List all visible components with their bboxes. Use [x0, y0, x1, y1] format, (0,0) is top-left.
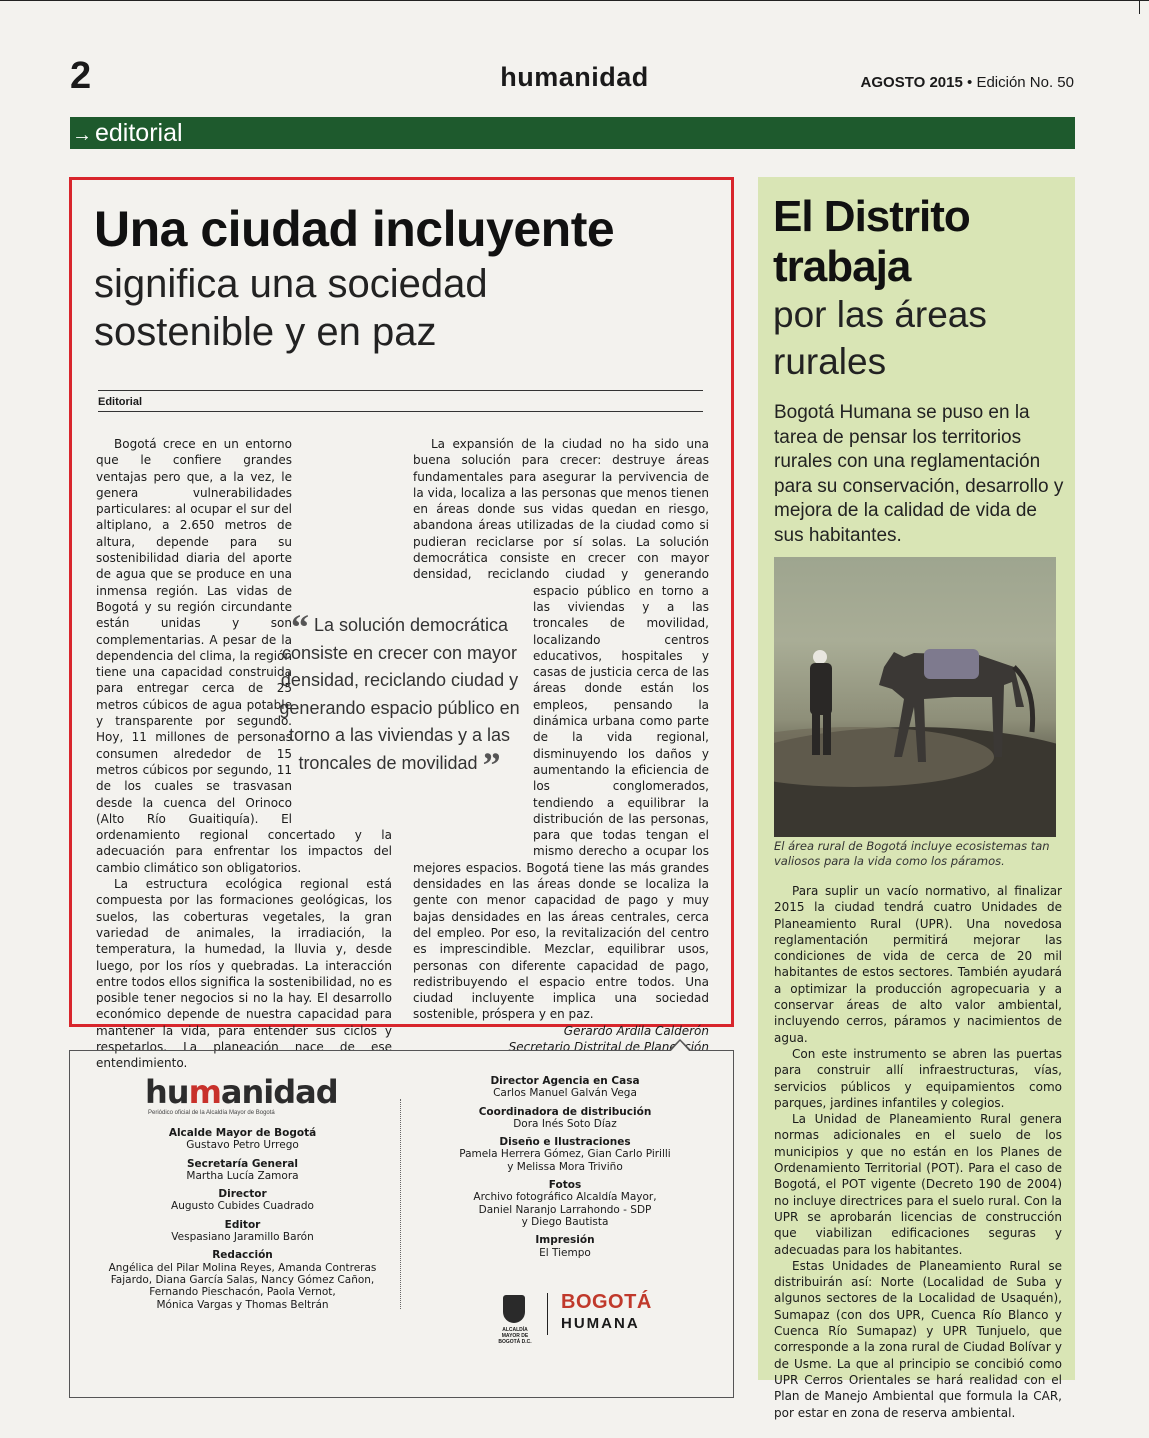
divider — [400, 1099, 401, 1309]
paragraph: Bogotá crece en un entorno que le confiere grandes ventajas pero que, a la vez, le genera vulnerabilidades particulares: al ocupar el sur del altiplano, a 2.650 metros de altura, depende para su sostenibilidad diaria del aporte de agua que se produce en una inmensa región. Las vidas de Bogotá y su región circundante están unidas y son complementarias. A pesar de la dependencia del clima, la región tiene una capacidad construida para entregar cerca de 25 metros cúbicos de agua potable y transparente por segundo. Hoy, 11 millones de personas consumen alrededor de 15 metros cúbicos por segundo, 11 de los cuales se trasvasan desde la cuenca del Orinoco (Alto Río Guaitiquía). El ordenamiento regional concertado y la adecuación para enfrentar los impactos del cambio climático son obligatorios. — [96, 437, 392, 875]
author-role: Secretario Distrital de Planeación — [508, 1039, 709, 1054]
masthead: humanidad — [500, 62, 649, 92]
issue-separator: • — [967, 74, 973, 91]
paragraph: La estructura ecológica regional está compuesta por las formaciones geológicas, los suelos, las coberturas vegetales, la gran variedad de animales, la irradiación, la temperatura, la humedad, la lluvia y, desde luego, por los ríos y quebradas. La interacción entre todos ellos significa la sostenibilidad, no es posible tener negocios si no la hay. El desarrollo económico depende de nuestra capacidad para mantener la vida, para entender sus ciclos y respetarlos. La planeación nace de ese entendimiento. — [96, 877, 392, 1071]
paragraph: Con este instrumento se abren las puertas para construir allí infraestructuras, vías, servicios públicos y equipamientos como parques, jardines infantiles y colegios. — [774, 1046, 1062, 1110]
arrow-right-icon: → — [72, 124, 92, 146]
close-quote-icon: ” — [482, 744, 501, 785]
section-label: editorial — [95, 119, 183, 147]
humanidad-logo: humanidad — [145, 1073, 338, 1111]
bogota-logo: BOGOTÁ — [561, 1291, 652, 1313]
credit-name: Vespasiano Jaramillo Barón — [171, 1231, 314, 1244]
sidebar-dek: Bogotá Humana se puso en la tarea de pensar los territorios rurales con una reglamentación para su conservación, desarrollo y mejora de la calidad de vida de sus habitantes. — [774, 402, 1064, 546]
credit-name: El Tiempo — [539, 1246, 591, 1259]
credits-box — [69, 1050, 734, 1398]
sidebar-body — [774, 883, 1062, 1421]
credit-name: Pamela Herrera Gómez, Gian Carlo Pirilli — [459, 1148, 671, 1161]
credit-name: Angélica del Pilar Molina Reyes, Amanda Contreras — [108, 1261, 377, 1274]
rural-photo — [774, 557, 1056, 837]
sidebar-article — [758, 177, 1075, 1420]
issue-info — [861, 74, 1074, 91]
credit-role: Director Agencia en Casa — [490, 1075, 640, 1087]
pull-quote — [272, 607, 527, 785]
credit-name: Martha Lucía Zamora — [186, 1169, 299, 1182]
paragraph: Para suplir un vacío normativo, al finalizar 2015 la ciudad tendrá cuatro Unidades de Planeamiento Rural (UPR). Una novedosa reglamentación permitirá mejorar las condiciones de vida de cerca de 20 mil habitantes de estos sectores. También ayudará a optimizar la producción agropecuaria y a conservar áreas de alto valor ambiental, incluyendo cerros, páramos y nacimientos de agua. — [774, 884, 1062, 1045]
crop-mark — [0, 0, 1149, 1]
editorial-title: Una ciudad incluyente — [94, 201, 615, 257]
credit-role: Coordinadora de distribución — [478, 1105, 652, 1118]
credit-name: Fernando Pieschacón, Paola Vernot, — [149, 1286, 336, 1299]
credit-name: Dora Inés Soto Díaz — [513, 1117, 617, 1130]
credit-name: Mónica Vargas y Thomas Beltrán — [156, 1298, 329, 1311]
issue-date: AGOSTO 2015 — [860, 74, 963, 91]
credit-role: Alcalde Mayor de Bogotá — [168, 1127, 317, 1139]
edition-number: Edición No. 50 — [976, 74, 1074, 91]
credit-role: Secretaría General — [186, 1157, 299, 1170]
footer-logos — [495, 1291, 655, 1351]
credit-name: y Melissa Mora Triviño — [507, 1160, 623, 1173]
shield-icon — [503, 1295, 525, 1323]
credits-right — [420, 1075, 710, 1259]
editorial-article — [69, 177, 734, 1071]
paragraph: La Unidad de Planeamiento Rural genera normas adicionales en el suelo de los municipios y que no están en los Planes de Ordenamiento Territorial (POT). Para el caso de Bogotá, el POT vigente (Decreto 190 de 2004) no incluye directrices para el suelo rural. Con la UPR se aprobarán licencias de construcción que viabilizan edificaciones seguras y adecuadas para los habitantes. — [774, 1112, 1062, 1257]
credit-role: Redacción — [212, 1249, 273, 1262]
open-quote-icon: “ — [290, 607, 309, 647]
author-name: Gerardo Ardila Calderón — [563, 1023, 709, 1038]
credit-role: Director — [218, 1188, 267, 1201]
page-number: 2 — [70, 55, 92, 97]
credit-name: Carlos Manuel Galván Vega — [493, 1087, 637, 1100]
credit-name: Daniel Naranjo Larrahondo - SDP — [478, 1203, 652, 1216]
credit-role: Impresión — [535, 1234, 595, 1247]
credit-name: Archivo fotográfico Alcaldía Mayor, — [473, 1191, 657, 1204]
photo-caption: El área rural de Bogotá incluye ecosistemas tan valiosos para la vida como los páramos. — [774, 839, 1050, 868]
editorial-subtitle: significa una sociedad sostenible y en paz — [94, 262, 488, 354]
divider — [98, 390, 703, 391]
sidebar-title: El Distrito trabaja — [773, 192, 970, 291]
paragraph: Estas Unidades de Planeamiento Rural se distribuirán así: Norte (Localidad de Suba y algunos sectores de la Localidad de Usaquén), Sumapaz (con dos UPR, Cuenca Río Blanco y Cuenca Río Sumapaz) y UPR Tunjuelo, que corresponde a la zona rural de Ciudad Bolívar y de Usme. La que al principio se concibió como UPR Cerros Orientales se hará realidad con el Plan de Manejo Ambiental que formula la CAR, por estar en zona de reserva ambiental. — [774, 1258, 1062, 1420]
credit-name: Gustavo Petro Urrego — [186, 1139, 299, 1152]
credit-role: Editor — [224, 1218, 261, 1231]
crop-mark — [1139, 0, 1140, 14]
credit-name: Fajardo, Diana García Salas, Nancy Gómez Cañon, — [110, 1273, 375, 1286]
pull-quote-text: La solución democrática consiste en crecer con mayor densidad, reciclando ciudad y generando espacio público en torno a las viviendas y a las troncales de movilidad — [279, 615, 520, 773]
sidebar-subtitle: por las áreas rurales — [773, 294, 987, 382]
paragraph: La expansión de la ciudad no ha sido una buena solución para crecer: destruye áreas fundamentales para asegurar la pervivencia de la vida, localiza a las personas que menos tienen en áreas donde sus vidas quedan en riesgo, abandona áreas utilizadas de la ciudad como si pudieran reciclarse por sí solas. La solución democrática consiste en crecer con mayor densidad, reciclando ciudad y generando espacio público en torno a las viviendas y a las troncales de movilidad, localizando centros educativos, hospitales y casas de justicia cerca de las áreas donde están los empleos, pensando la dinámica urbana como parte de la vida regional, disminuyendo los daños y aumentando la eficiencia de los conglomerados, tendiendo a equilibrar la distribución de las personas, para que todas tengan el mismo derecho a ocupar los mejores espacios. Bogotá tiene las más grandes densidades en las áreas donde se localiza la gente con menor capacidad de pago y muy bajas densidades en las áreas centrales, cerca del empleo. Por eso, la revitalización del centro es imprescindible. Mezclar, equilibrar usos, personas con diferente capacidad de pago, redistribuyendo el espacio entre todos. Una ciudad incluyente implica una sociedad sostenible, próspera y en paz. — [413, 437, 709, 1022]
credit-role: Fotos — [548, 1179, 582, 1192]
credit-role: Diseño e Ilustraciones — [499, 1136, 631, 1149]
logo-subtitle: Periódico oficial de la Alcaldía Mayor de Bogotá — [148, 1110, 275, 1116]
section-bar — [70, 117, 1075, 149]
humana-logo: HUMANA — [561, 1315, 640, 1332]
alcaldia-label: ALCALDÍA MAYOR DE BOGOTÁ D.C. — [498, 1327, 532, 1345]
editorial-tag: Editorial — [98, 396, 143, 408]
credit-name: y Diego Bautista — [521, 1215, 609, 1228]
credit-name: Augusto Cubides Cuadrado — [171, 1200, 314, 1213]
credits-left — [90, 1127, 395, 1311]
divider — [98, 411, 703, 412]
